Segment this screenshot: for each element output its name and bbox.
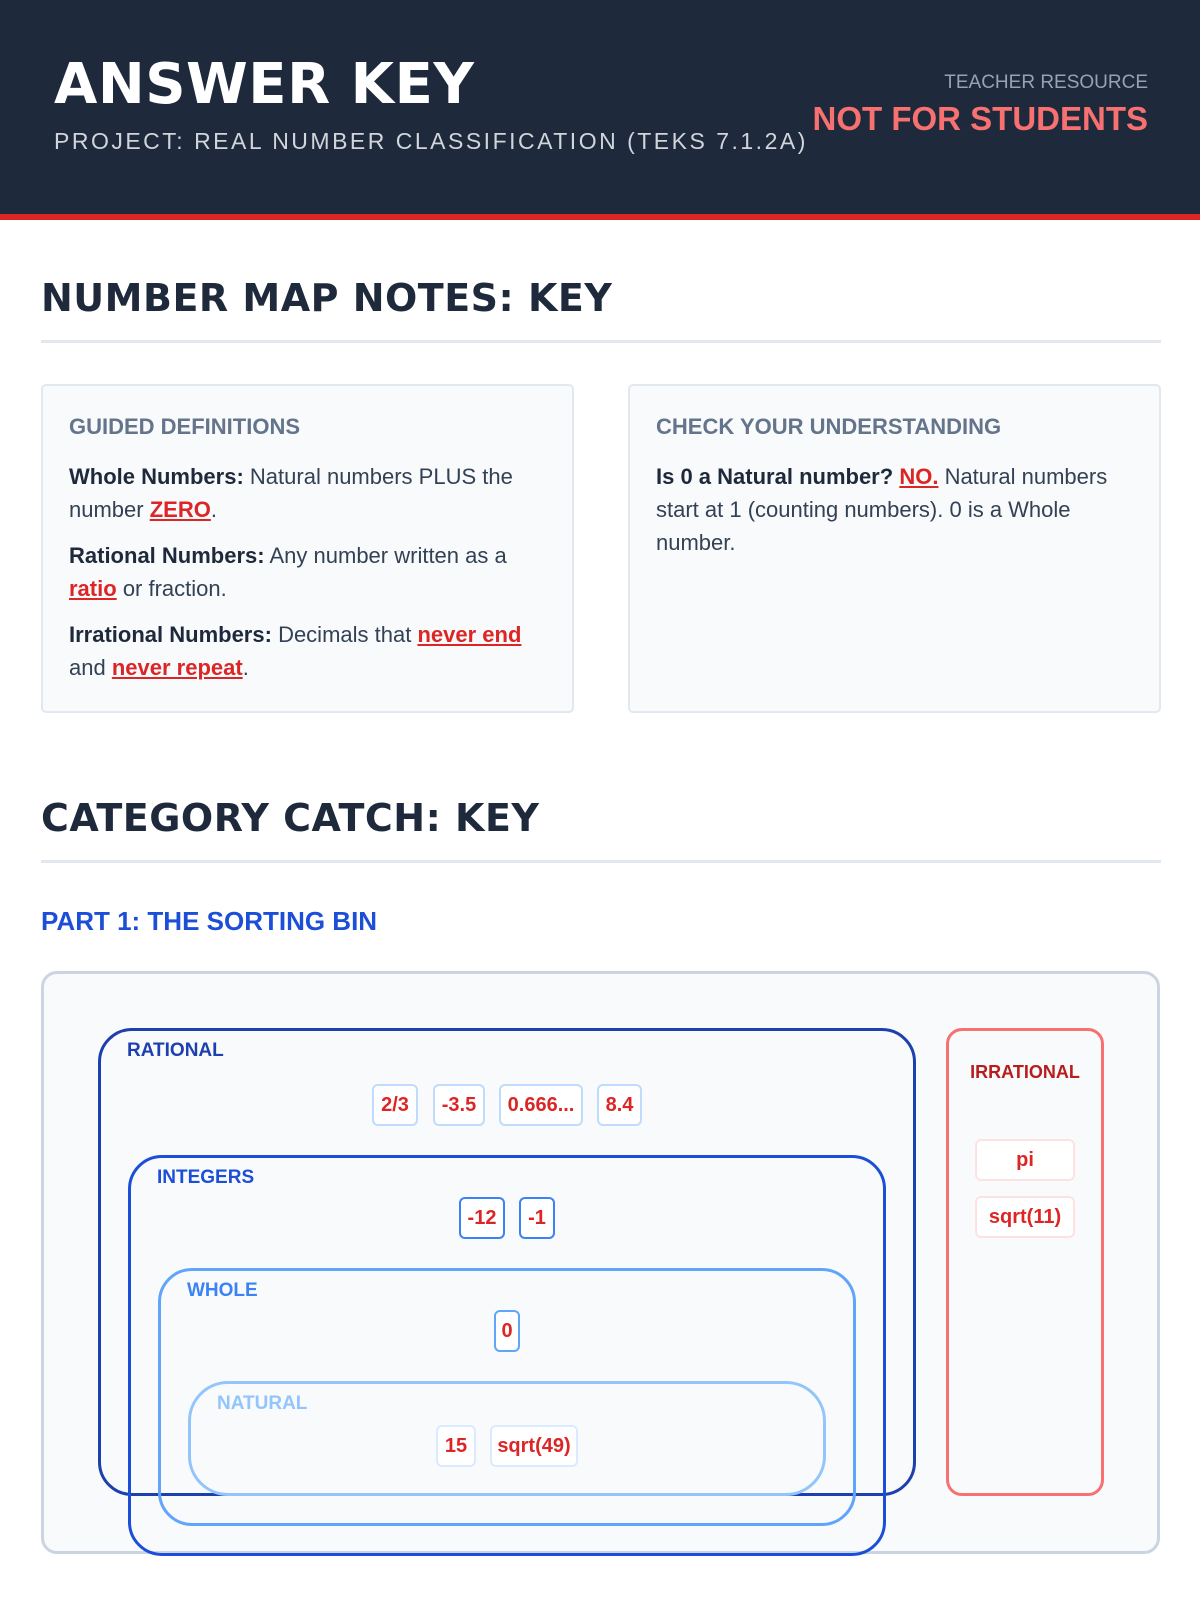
page-header <box>0 0 1200 220</box>
number-chip[interactable]: -12 <box>459 1197 505 1239</box>
category-catch-title: CATEGORY CATCH: KEY <box>41 796 540 840</box>
number-chip[interactable]: 2/3 <box>372 1084 418 1126</box>
number-chip[interactable]: 15 <box>436 1425 476 1467</box>
number-chip[interactable]: -1 <box>519 1197 555 1239</box>
number-chip[interactable]: sqrt(11) <box>975 1196 1075 1238</box>
term-irrational: Irrational Numbers: <box>69 622 272 647</box>
check-understanding-card <box>628 384 1161 713</box>
definition-whole: Whole Numbers: Natural numbers PLUS the number ZERO. <box>69 464 513 522</box>
sorting-bin-title: PART 1: THE SORTING BIN <box>41 906 378 936</box>
term-rational: Rational Numbers: <box>69 543 265 568</box>
definition-text: Decimals that <box>278 622 412 647</box>
definition-rational <box>69 539 546 605</box>
project-subtitle: PROJECT: REAL NUMBER CLASSIFICATION (TEKS 7.1.2A) <box>54 128 808 154</box>
number-chip[interactable]: 0 <box>494 1310 520 1352</box>
guided-definitions-card <box>41 384 574 713</box>
definition-text: Any number written as a <box>269 543 507 568</box>
section-divider <box>41 340 1161 343</box>
number-chip[interactable]: pi <box>975 1139 1075 1181</box>
number-chip[interactable]: 0.666... <box>499 1084 583 1126</box>
number-map-notes-title: NUMBER MAP NOTES: KEY <box>41 276 613 320</box>
answer-never-end: never end <box>417 622 522 647</box>
answer-never-repeat: never repeat <box>111 655 243 680</box>
definition-text: and <box>69 655 106 680</box>
answer-ratio: ratio <box>69 576 117 601</box>
number-chip[interactable]: 8.4 <box>597 1084 642 1126</box>
page-title: ANSWER KEY <box>54 52 475 117</box>
check-understanding-title: CHECK YOUR UNDERSTANDING <box>656 414 1002 439</box>
definition-text: Natural numbers PLUS the number <box>69 464 513 522</box>
definition-irrational: Irrational Numbers: Decimals that never end and never repeat. <box>69 622 522 680</box>
number-chip[interactable]: -3.5 <box>433 1084 485 1126</box>
not-for-students-warning: NOT FOR STUDENTS <box>812 100 1148 137</box>
answer-explanation: Natural numbers start at 1 (counting numbers). 0 is a Whole number. <box>656 464 1108 555</box>
rational-label: RATIONAL <box>127 1040 224 1061</box>
irrational-set <box>946 1028 1104 1496</box>
teacher-resource-label: TEACHER RESOURCE <box>944 72 1148 93</box>
whole-label: WHOLE <box>187 1280 258 1301</box>
answer-zero: ZERO <box>149 497 211 522</box>
irrational-label: IRRATIONAL <box>970 1062 1080 1082</box>
section-divider <box>41 860 1161 863</box>
natural-label: NATURAL <box>217 1393 308 1414</box>
number-chip[interactable]: sqrt(49) <box>490 1425 578 1467</box>
integers-label: INTEGERS <box>157 1167 255 1188</box>
question-text: Is 0 a Natural number? <box>656 464 894 489</box>
guided-definitions-title: GUIDED DEFINITIONS <box>69 414 301 439</box>
definition-text: or fraction. <box>122 576 227 601</box>
term-whole: Whole Numbers: <box>69 464 244 489</box>
answer-no: NO. <box>899 464 939 489</box>
check-question <box>656 460 1133 559</box>
